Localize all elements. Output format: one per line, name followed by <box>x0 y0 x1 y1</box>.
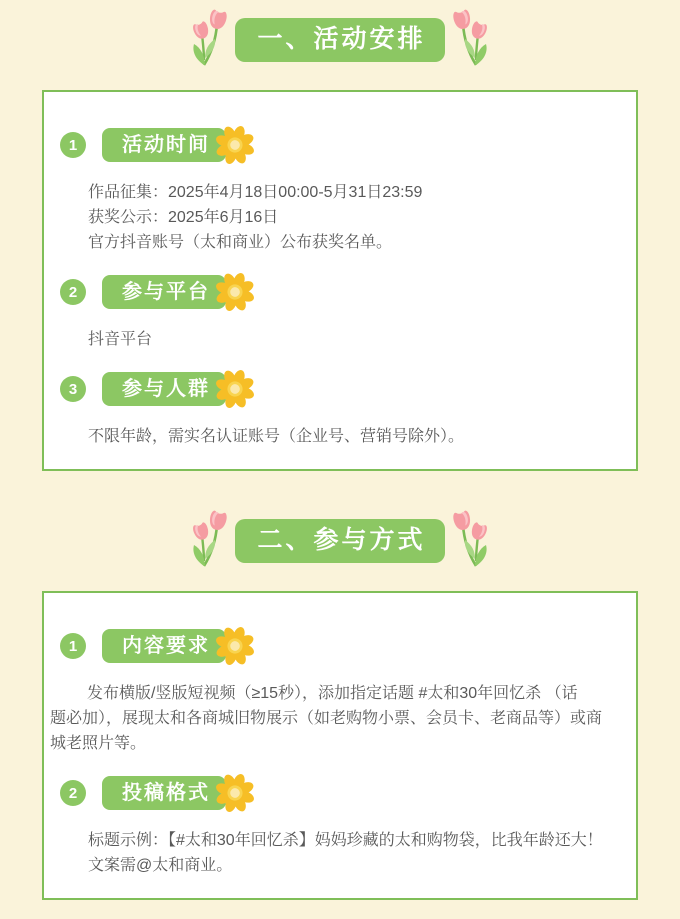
item-number-badge: 3 <box>60 376 86 402</box>
tulip-icon <box>447 8 491 72</box>
tulip-icon <box>189 8 233 72</box>
tulip-icon <box>189 509 233 573</box>
content-requirements-paragraph <box>50 681 632 756</box>
para-line: 抖音平台 <box>88 331 153 348</box>
para-line: 作品征集：2025年4月18日00:00-5月31日23:59 <box>88 184 423 201</box>
item-label-pill: 活动时间 <box>102 128 226 162</box>
item-number-badge: 1 <box>60 132 86 158</box>
para-line: 文案需@太和商业。 <box>88 857 233 874</box>
section-title-banner: 一、活动安排 <box>235 18 444 62</box>
item-head-activity-time <box>60 124 636 166</box>
daisy-flower-icon <box>214 368 256 410</box>
item-label-pill: 内容要求 <box>102 629 226 663</box>
section-header-participation <box>0 501 680 573</box>
tulip-icon <box>447 509 491 573</box>
para-line: 城老照片等。 <box>50 735 147 752</box>
platform-paragraph <box>88 327 592 352</box>
para-line: 题必加），展现太和各商城旧物展示（如老购物小票、会员卡、老商品等）或商 <box>50 710 603 727</box>
daisy-flower-icon <box>214 625 256 667</box>
activity-time-paragraph <box>88 180 592 255</box>
item-number-badge: 1 <box>60 633 86 659</box>
item-head-participants <box>60 368 636 410</box>
para-line: 发布横版/竖版短视频（≥15秒），添加指定话题 #太和30年回忆杀 （话 <box>87 685 578 702</box>
daisy-flower-icon <box>214 772 256 814</box>
section-title-banner: 二、参与方式 <box>235 519 444 563</box>
para-line: 标题示例：【#太和30年回忆杀】妈妈珍藏的太和购物袋，比我年龄还大！ <box>88 832 603 849</box>
item-head-content-requirements <box>60 625 636 667</box>
item-label-pill: 参与平台 <box>102 275 226 309</box>
activity-plan-card <box>42 90 638 471</box>
item-number-badge: 2 <box>60 780 86 806</box>
para-line: 官方抖音账号（太和商业）公布获奖名单。 <box>88 234 393 251</box>
participation-card <box>42 591 638 900</box>
item-head-submission-format <box>60 772 636 814</box>
submission-format-paragraph <box>88 828 603 878</box>
item-number-badge: 2 <box>60 279 86 305</box>
daisy-flower-icon <box>214 271 256 313</box>
item-label-pill: 投稿格式 <box>102 776 226 810</box>
para-line: 不限年龄，需实名认证账号（企业号、营销号除外）。 <box>88 428 465 445</box>
para-line: 获奖公示：2025年6月16日 <box>88 209 279 226</box>
daisy-flower-icon <box>214 124 256 166</box>
participants-paragraph <box>88 424 592 449</box>
item-label-pill: 参与人群 <box>102 372 226 406</box>
item-head-platform <box>60 271 636 313</box>
section-header-activity-plan <box>0 0 680 72</box>
